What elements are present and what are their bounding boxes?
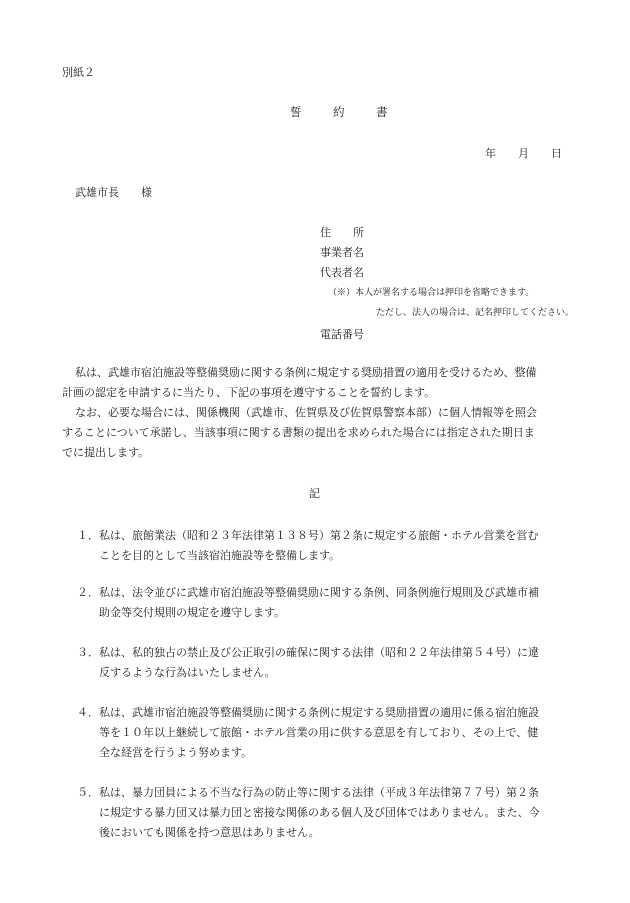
body-paragraph-2-line-2: することについて承諾し、当該事項に関する書類の提出を求められた場合には指定された期日ま	[62, 426, 535, 439]
item-line: 私は、私的独占の禁止及び公正取引の確保に関する法律（昭和２２年法律第５４号）に違	[99, 646, 539, 659]
item-number: １．	[77, 529, 99, 542]
business-name-label: 事業者名	[320, 246, 364, 259]
document-title: 誓 約 書	[290, 105, 398, 119]
body-paragraph-2-line-1: なお、必要な場合には、関係機関（武雄市、佐賀県及び佐賀県警察本部）に個人情報等を照会	[75, 406, 537, 419]
item-line: 全な経営を行うよう努めます。	[99, 746, 253, 759]
body-paragraph-1-line-1: 私は、武雄市宿泊施設等整備奨励に関する条例に規定する奨励措置の適用を受けるため、整備	[75, 366, 537, 379]
phone-label: 電話番号	[320, 328, 364, 341]
item-line: 反するような行為はいたしません。	[99, 666, 276, 679]
item-line: 私は、武雄市宿泊施設等整備奨励に関する条例に規定する奨励措置の適用に係る宿泊施設	[99, 706, 539, 719]
item-number: ２．	[77, 586, 99, 599]
item-line: ことを目的として当該宿泊施設等を整備します。	[99, 549, 341, 562]
body-paragraph-2-line-3: でに提出します。	[62, 446, 150, 459]
item-line: 私は、法令並びに武雄市宿泊施設等整備奨励に関する条例、同条例施行規則及び武雄市補	[99, 586, 539, 599]
item-line: に規定する暴力団又は暴力団と密接な関係のある個人及び団体ではありません。また、今	[99, 806, 540, 819]
record-heading: 記	[309, 487, 320, 500]
date-line: 年 月 日	[485, 147, 562, 160]
representative-label: 代表者名	[320, 266, 364, 279]
item-number: ４．	[77, 706, 99, 719]
signature-note-line2: ただし、法人の場合は、記名押印してください。	[376, 308, 575, 318]
address-label: 住 所	[320, 226, 364, 239]
attachment-label: 別紙２	[62, 66, 95, 79]
item-line: 私は、旅館業法（昭和２３年法律第１３８号）第２条に規定する旅館・ホテル営業を営む	[99, 529, 539, 542]
item-line: 等を１０年以上継続して旅館・ホテル営業の用に供する意思を有しており、その上で、健	[99, 726, 539, 739]
item-line: 私は、暴力団員による不当な行為の防止等に関する法律（平成３年法律第７７号）第２条	[99, 786, 539, 799]
addressee: 武雄市長 様	[75, 186, 152, 199]
body-paragraph-1-line-2: 計画の認定を申請するに当たり、下記の事項を遵守することを誓約します。	[62, 386, 436, 399]
item-number: ３．	[77, 646, 99, 659]
signature-note-line1: （※）本人が署名する場合は押印を省略できます。	[328, 288, 535, 298]
item-line: 後においても関係を持つ意思はありません。	[99, 826, 320, 839]
item-line: 助金等交付規則の規定を遵守します。	[99, 606, 286, 619]
item-number: ５．	[77, 786, 99, 799]
